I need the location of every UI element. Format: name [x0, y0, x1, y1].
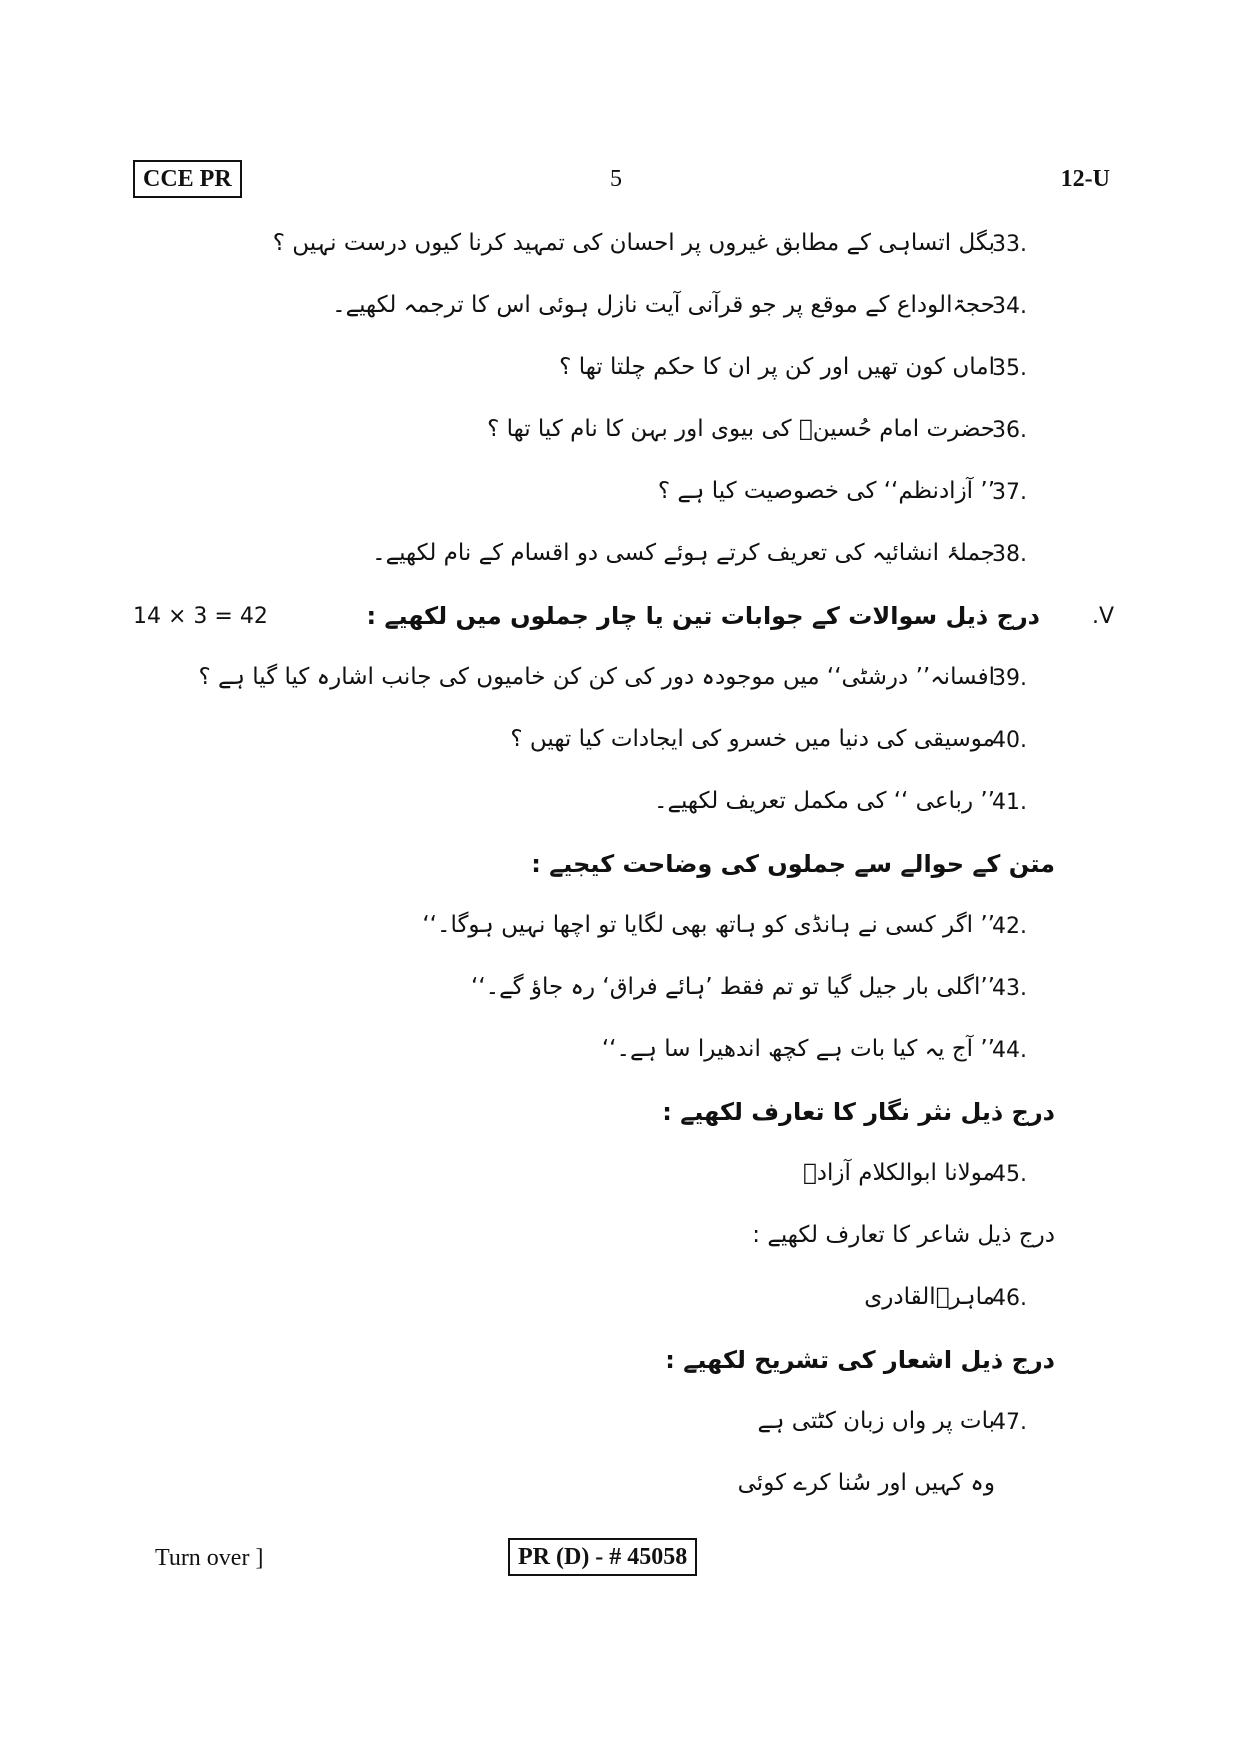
prose-writer-heading: درج ذیل نثر نگار کا تعارف لکھیے :	[662, 1098, 1055, 1126]
question-34-number: 34.	[992, 294, 1027, 319]
question-42-number: 42.	[992, 914, 1027, 939]
question-35-number: 35.	[992, 356, 1027, 381]
question-44-text: ’’ آج یہ کیا بات ہے کچھ اندھیرا سا ہے۔‘‘	[601, 1036, 995, 1062]
question-37-text: ’’ آزادنظم‘‘ کی خصوصیت کیا ہے ؟	[657, 478, 995, 504]
poet-heading: درج ذیل شاعر کا تعارف لکھیے :	[752, 1222, 1055, 1248]
verses-heading: درج ذیل اشعار کی تشریح لکھیے :	[665, 1346, 1055, 1374]
question-45-number: 45.	[992, 1162, 1027, 1187]
section-v-instruction: درج ذیل سوالات کے جوابات تین یا چار جملوں میں لکھیے :	[366, 602, 1040, 630]
section-v-numeral: .V	[1091, 604, 1114, 629]
question-47-number: 47.	[992, 1410, 1027, 1435]
question-40-text: موسیقی کی دنیا میں خسرو کی ایجادات کیا تھیں ؟	[510, 726, 995, 752]
question-47-line1: بات پر واں زبان کٹتی ہے	[757, 1408, 995, 1434]
question-33-text: بگل اتساہی کے مطابق غیروں پر احسان کی تمہید کرنا کیوں درست نہیں ؟	[272, 230, 995, 256]
question-36-text: حضرت امام حُسینؓ کی بیوی اور بہن کا نام کیا تھا ؟	[487, 416, 995, 442]
question-36-number: 36.	[992, 418, 1027, 443]
page-number: 5	[610, 166, 622, 192]
question-41-text: ’’ رباعی ‘‘ کی مکمل تعریف لکھیے۔	[654, 788, 995, 814]
question-39-text: افسانہ’’ درشٹی‘‘ میں موجودہ دور کی کن کن خامیوں کی جانب اشارہ کیا گیا ہے ؟	[198, 664, 995, 690]
question-43-number: 43.	[992, 976, 1027, 1001]
question-46-text: ماہرؔالقادری	[864, 1284, 995, 1310]
question-38-number: 38.	[992, 542, 1027, 567]
question-42-text: ’’ اگر کسی نے ہانڈی کو ہاتھ بھی لگایا تو اچھا نہیں ہوگا۔‘‘	[422, 912, 995, 938]
section-v-marks: 14 × 3 = 42	[133, 604, 268, 629]
question-35-text: اماں کون تھیں اور کن پر ان کا حکم چلتا تھا ؟	[559, 354, 995, 380]
question-40-number: 40.	[992, 728, 1027, 753]
paper-code: 12-U	[1060, 166, 1110, 192]
turn-over-note: Turn over ]	[155, 1545, 264, 1571]
question-45-text: مولانا ابوالکلام آزادؔ	[802, 1160, 995, 1186]
question-34-text: حجۃالوداع کے موقع پر جو قرآنی آیت نازل ہوئی اس کا ترجمہ لکھیے۔	[332, 292, 995, 318]
question-37-number: 37.	[992, 480, 1027, 505]
question-33-number: 33.	[992, 232, 1027, 257]
question-39-number: 39.	[992, 666, 1027, 691]
footer-paper-code-box: PR (D) - # 45058	[508, 1538, 697, 1576]
question-47-line2: وہ کہیں اور سُنا کرے کوئی	[737, 1470, 995, 1496]
exam-code-box: CCE PR	[133, 160, 242, 198]
question-38-text: جملۂ انشائیہ کی تعریف کرتے ہوئے کسی دو اقسام کے نام لکھیے۔	[372, 540, 995, 566]
question-44-number: 44.	[992, 1038, 1027, 1063]
question-43-text: ’’اگلی بار جیل گیا تو تم فقط ’ہائے فراق‘ رہ جاؤ گے۔‘‘	[471, 974, 995, 1000]
question-41-number: 41.	[992, 790, 1027, 815]
context-heading: متن کے حوالے سے جملوں کی وضاحت کیجیے :	[531, 850, 1055, 878]
question-46-number: 46.	[992, 1286, 1027, 1311]
